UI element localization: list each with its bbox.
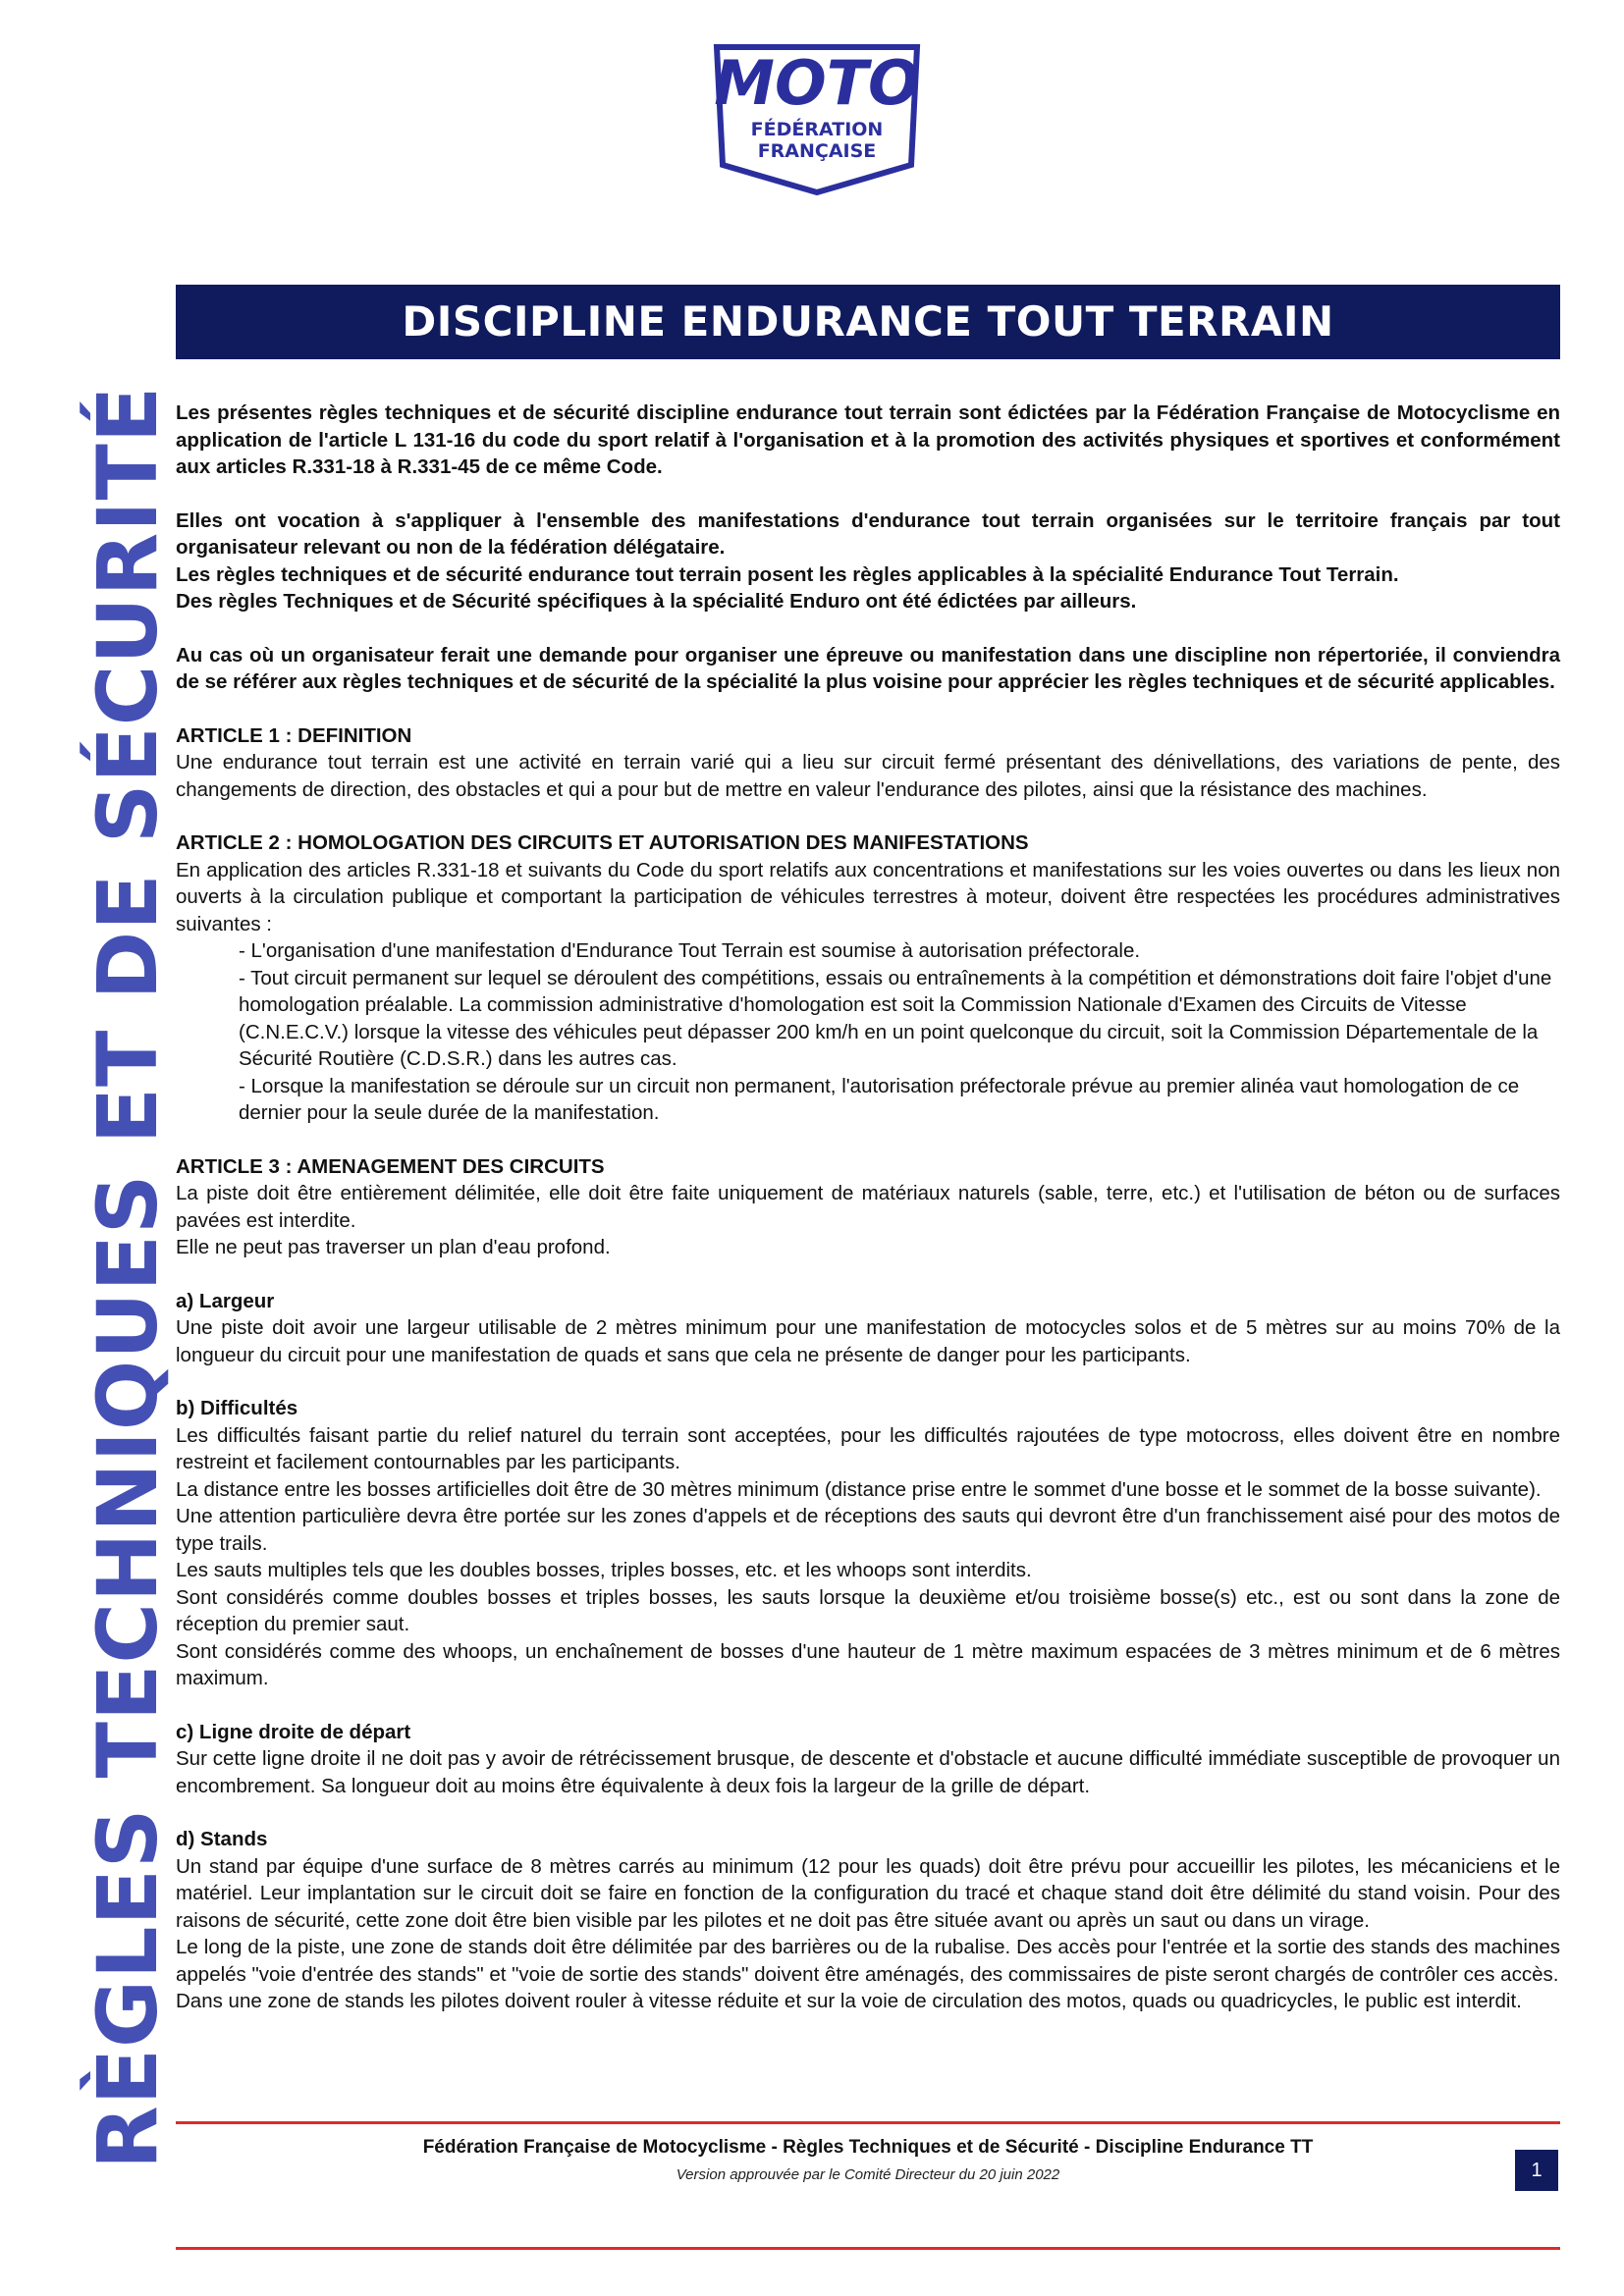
- footer-divider-top: [176, 2121, 1560, 2124]
- difficultes-line: Les difficultés faisant partie du relief naturel du terrain sont acceptées, pour les difficultés rajoutées de type motocross, elles doivent être en nombre restreint et facilement contournables par les participants.: [176, 1423, 1560, 1473]
- intro-line: Des règles Techniques et de Sécurité spécifiques à la spécialité Enduro ont été édictées par ailleurs.: [176, 590, 1137, 613]
- difficultes-line: Sont considérés comme des whoops, un enchaînement de bosses d'une hauteur de 1 mètre maximum espacées de 3 mètres minimum et de 6 mètres maximum.: [176, 1639, 1560, 1689]
- article-2-bullets: [176, 937, 1560, 1127]
- logo-word: MOTO: [714, 47, 920, 119]
- list-item: - L'organisation d'une manifestation d'Endurance Tout Terrain est soumise à autorisation préfectorale.: [239, 939, 1141, 962]
- page-number: 1: [1515, 2150, 1558, 2191]
- article-1-heading: ARTICLE 1 : DEFINITION: [176, 723, 412, 747]
- article-1: [176, 722, 1560, 804]
- section-ligne-depart: [176, 1719, 1560, 1800]
- largeur-heading: a) Largeur: [176, 1289, 275, 1312]
- section-largeur: [176, 1288, 1560, 1369]
- page-title-banner: DISCIPLINE ENDURANCE TOUT TERRAIN: [176, 285, 1560, 359]
- intro-line: Elles ont vocation à s'appliquer à l'ensemble des manifestations d'endurance tout terrain organisées sur le territoire français par tout organisateur relevant ou non de la fédération délégataire.: [176, 508, 1560, 559]
- stands-line: Le long de la piste, une zone de stands doit être délimitée par des barrières ou de la rubalise. Des accès pour l'entrée et la sortie des stands des machines appelés "voie d'entrée des stands" et "voie de sortie des stands" doivent être aménagés, des commissaires de piste seront chargés de contrôler ces accès.: [176, 1936, 1560, 1986]
- intro-paragraph-1: Les présentes règles techniques et de sécurité discipline endurance tout terrain sont édictées par la Fédération Française de Motocyclisme en application de l'article L 131-16 du code du sport relatif à l'organisation et à la promotion des activités physiques et sportives et conformément aux articles R.331-18 à R.331-45 de ce même Code.: [176, 401, 1560, 478]
- ffm-logo: [703, 39, 931, 196]
- intro-paragraph-2: [176, 507, 1560, 615]
- section-difficultes: [176, 1395, 1560, 1692]
- article-2-text: En application des articles R.331-18 et suivants du Code du sport relatifs aux concentrations et manifestations sur les voies ouvertes ou dans les lieux non ouverts à la circulation publique et comportant la participation de véhicules terrestres à moteur, doivent être respectées les procédures administratives suivantes :: [176, 858, 1560, 935]
- difficultes-line: La distance entre les bosses artificielles doit être de 30 mètres minimum (distance prise entre le sommet d'une bosse et le sommet de la bosse suivante).: [176, 1477, 1542, 1501]
- difficultes-line: Les sauts multiples tels que les doubles bosses, triples bosses, etc. et les whoops sont interdits.: [176, 1559, 1032, 1581]
- footer-divider-bottom: [176, 2247, 1560, 2250]
- stands-line: Un stand par équipe d'une surface de 8 mètres carrés au minimum (12 pour les quads) doit être prévu pour accueillir les pilotes, les mécaniciens et le matériel. Leur implantation sur le circuit doit se faire en fonction de la configuration du tracé et chaque stand doit être délimité du stand voisin. Pour des raisons de sécurité, cette zone doit être bien visible par les pilotes et ne doit pas être située avant ou après un saut ou dans un virage.: [176, 1854, 1560, 1932]
- largeur-text: Une piste doit avoir une largeur utilisable de 2 mètres minimum pour une manifestation de motocycles solos et de 5 mètres sur au moins 70% de la longueur du circuit pour une manifestation de quads et sans que cela ne présente de danger pour les participants.: [176, 1316, 1560, 1366]
- side-title: RÈGLES TECHNIQUES ET DE SÉCURITÉ: [80, 385, 176, 2169]
- article-3-line: Elle ne peut pas traverser un plan d'eau profond.: [176, 1236, 611, 1258]
- article-3-line: La piste doit être entièrement délimitée, elle doit être faite uniquement de matériaux naturels (sable, terre, etc.) et l'utilisation de béton ou de surfaces pavées est interdite.: [176, 1182, 1560, 1232]
- article-1-text: Une endurance tout terrain est une activité en terrain varié qui a lieu sur circuit fermé présentant des dénivellations, des variations de pente, des changements de direction, des obstacles et qui a pour but de mettre en valeur l'endurance des pilotes, ainsi que la résistance des machines.: [176, 751, 1560, 801]
- ligne-text: Sur cette ligne droite il ne doit pas y avoir de rétrécissement brusque, de descente et d'obstacle et aucune difficulté immédiate susceptible de provoquer un encombrement. Sa longueur doit au moins être équivalente à deux fois la largeur de la grille de départ.: [176, 1747, 1560, 1797]
- intro-line: Les règles techniques et de sécurité endurance tout terrain posent les règles applicables à la spécialité Endurance Tout Terrain.: [176, 562, 1399, 586]
- section-stands: [176, 1826, 1560, 2015]
- article-2-heading: ARTICLE 2 : HOMOLOGATION DES CIRCUITS ET AUTORISATION DES MANIFESTATIONS: [176, 831, 1029, 854]
- stands-heading: d) Stands: [176, 1828, 268, 1850]
- list-item: - Tout circuit permanent sur lequel se déroulent des compétitions, essais ou entraînements à la compétition et démonstrations doit faire l'objet d'une homologation préalable. La commission administrative d'homologation est soit la Commission Nationale d'Examen des Circuits de Vitesse (C.N.E.C.V.) lorsque la vitesse des véhicules peut dépasser 200 km/h en un point quelconque du circuit, soit la Commission Départementale de la Sécurité Routière (C.D.S.R.) dans les autres cas.: [239, 966, 1552, 1070]
- difficultes-line: Sont considérés comme doubles bosses et triples bosses, les sauts lorsque la deuxième et/ou troisième bosse(s) etc., est ou sont dans la zone de réception du premier saut.: [176, 1585, 1560, 1635]
- list-item: - Lorsque la manifestation se déroule sur un circuit non permanent, l'autorisation préfectorale prévue au premier alinéa vaut homologation de ce dernier pour la seule durée de la manifestation.: [239, 1074, 1520, 1124]
- footer-title: Fédération Française de Motocyclisme - Règles Techniques et de Sécurité - Discipline Endurance TT: [422, 2137, 1314, 2158]
- logo-line1: FÉDÉRATION: [750, 119, 884, 140]
- footer-version: Version approuvée par le Comité Directeur du 20 juin 2022: [676, 2166, 1060, 2183]
- stands-line: Dans une zone de stands les pilotes doivent rouler à vitesse réduite et sur la voie de circulation des motos, quads ou quadricycles, le public est interdit.: [176, 1990, 1522, 2012]
- logo-line2: FRANÇAISE: [757, 140, 877, 162]
- document-body: [176, 400, 1560, 2015]
- article-2: [176, 829, 1560, 1127]
- article-3-heading: ARTICLE 3 : AMENAGEMENT DES CIRCUITS: [176, 1154, 605, 1178]
- difficultes-line: Une attention particulière devra être portée sur les zones d'appels et de réceptions des sauts qui devront être d'un franchissement aisé pour des motos de type trails.: [176, 1505, 1560, 1555]
- intro-paragraph-3: Au cas où un organisateur ferait une demande pour organiser une épreuve ou manifestation dans une discipline non répertoriée, il conviendra de se référer aux règles techniques et de sécurité de la spécialité la plus voisine pour apprécier les règles techniques et de sécurité applicables.: [176, 643, 1560, 693]
- article-3: [176, 1153, 1560, 1261]
- difficultes-heading: b) Difficultés: [176, 1397, 298, 1419]
- ligne-heading: c) Ligne droite de départ: [176, 1720, 411, 1743]
